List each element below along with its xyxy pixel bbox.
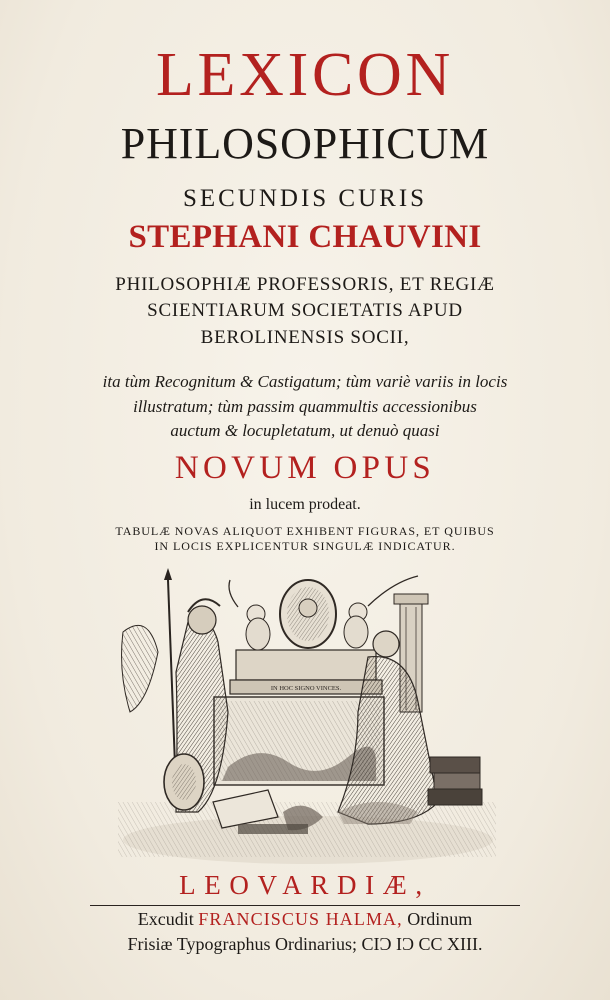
tabulae-note-line: TABULÆ NOVAS ALIQUOT EXHIBENT FIGURAS, ET QUIBUS [115,524,495,538]
imprint-ordinum: Ordinum [407,909,473,929]
imprint-city: LEOVARDIÆ, [179,870,431,900]
author-desc-line: SCIENTIARUM SOCIETATIS APUD [147,300,463,321]
subtitle: SECUNDIS CURIS [182,185,428,212]
title-philosophicum: PHILOSOPHICUM [120,119,490,168]
title-lexicon: LEXICON [155,41,455,109]
author-name: STEPHANI CHAUVINI [128,219,482,255]
imprint-date-line: Frisiæ Typographus Ordinarius; CIƆ IƆ CC XIII. [127,934,483,954]
tabulae-note-line: IN LOCIS EXPLICENTUR SINGULÆ INDICATUR. [154,539,456,553]
imprint-printer: FRANCISCUS HALMA, [198,909,403,929]
engraving-banner: IN HOC SIGNO VINCES. [270,685,342,692]
frontispiece-engraving [118,562,496,867]
description-line: auctum & locupletatum, ut denuò quasi [170,421,440,440]
author-desc-line: BEROLINENSIS SOCII, [200,327,410,348]
imprint-rule [90,905,520,906]
description-line: ita tùm Recognitum & Castigatum; tùm variè variis in locis [102,372,508,391]
author-desc-line: PHILOSOPHIÆ PROFESSORIS, ET REGIÆ [115,274,495,295]
novum-opus: NOVUM OPUS [174,450,436,486]
imprint-printer-line [0,909,610,930]
description-line: illustratum; tùm passim quammultis accessionibus [133,397,477,416]
in-lucem-line: in lucem prodeat. [249,496,361,513]
imprint-excudit: Excudit [137,909,194,929]
